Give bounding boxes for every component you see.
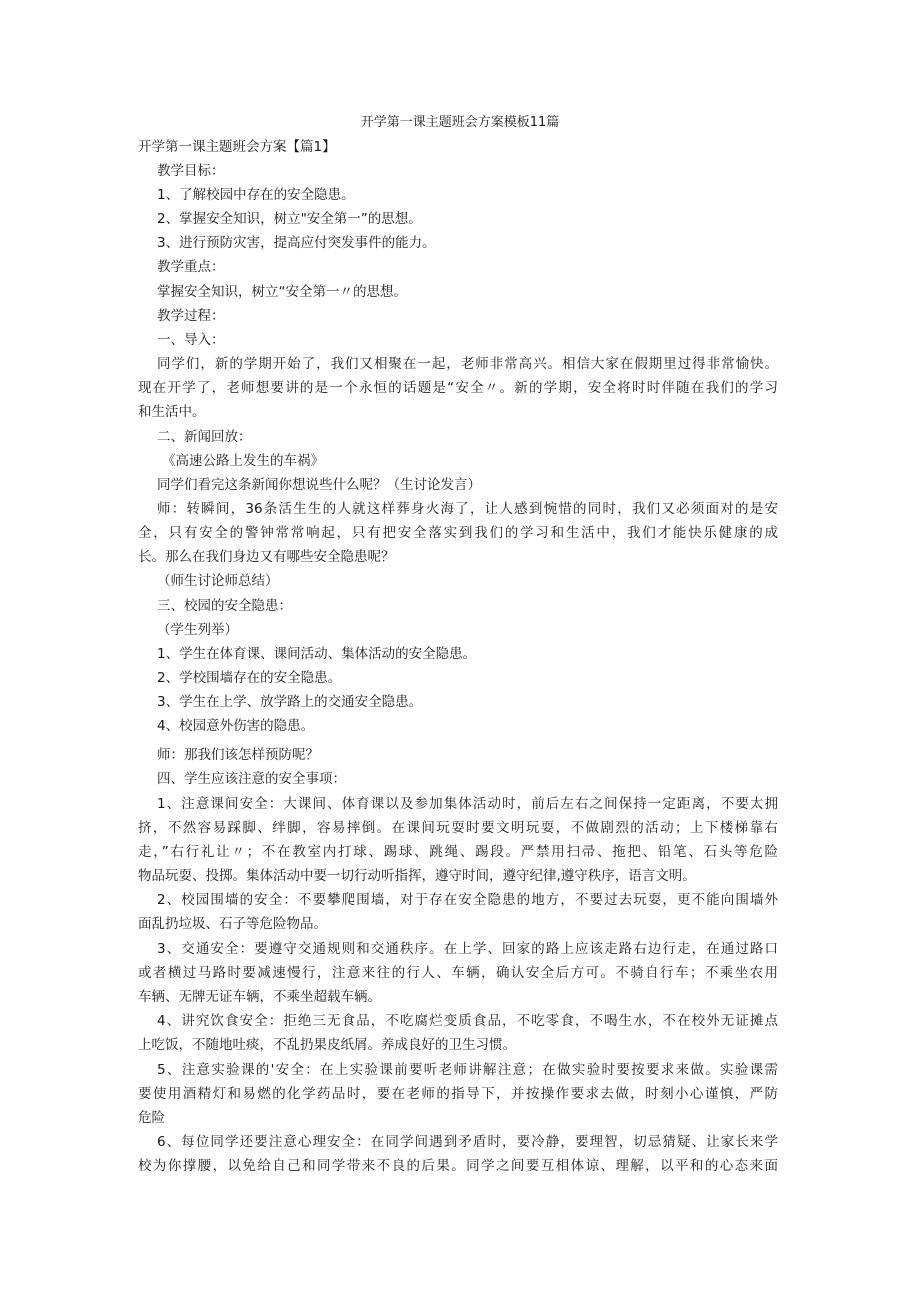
paragraph-line: 4、校园意外伤害的隐患。 [157,718,315,734]
paragraph-line: 1、了解校园中存在的安全隐患。 [157,187,355,203]
paragraph-line: 物品玩耍、投掷。集体活动中要一切行动听指挥，遵守时间，遵守纪律,遵守秩序，语言文明。 [138,868,696,884]
paragraph-line: 师：那我们该怎样预防呢？ [157,747,319,763]
paragraph-line: 走，”右行礼让〃；不在教室内打球、踢球、跳绳、踢段。严禁用扫帚、拖把、铅笔、石头等危险 [138,844,778,860]
paragraph-line: 4、讲究饮食安全：拒绝三无食品，不吃腐烂变质食品，不吃零食，不喝生水，不在校外无证摊点 [157,1013,778,1029]
paragraph-line: 和生活中。 [138,404,206,420]
paragraph-line: 上吃饭，不随地吐痰，不乱扔果皮纸屑。养成良好的卫生习惯。 [138,1037,516,1053]
paragraph-line: 2、校园围墙的安全：不要攀爬围墙，对于存在安全隐患的地方，不要过去玩耍，更不能向围墙外 [157,892,778,908]
paragraph-line: 《高速公路上发生的车祸》 [162,453,324,469]
paragraph-line: （师生讨论师总结） [157,573,279,589]
paragraph-line: 教学过程： [157,308,225,324]
paragraph-line: 2、学校围墙存在的安全隐患。 [157,670,342,686]
paragraph-line: 1、学生在体育课、课间活动、集体活动的安全隐患。 [157,646,477,662]
paragraph-line: 校为你撑腰，以免给自己和同学带来不良的后果。同学之间要互相体谅、理解，以平和的心态来面 [138,1158,778,1174]
paragraph-line: 长。那么在我们身边又有哪些安全隐患呢？ [138,549,395,565]
paragraph-line: 3、学生在上学、放学路上的交通安全隐患。 [157,694,423,710]
paragraph-line: 5、注意实验课的'安全：在上实验课前要听老师讲解注意；在做实验时要按要求来做。实验课需 [157,1062,778,1078]
paragraph-line: 现在开学了，老师想要讲的是一个永恒的话题是“安全〃。新的学期，安全将时时伴随在我们的学习 [138,380,778,396]
paragraph-line: 四、学生应该注意的安全事项： [157,771,346,787]
paragraph-line: 危险 [138,1110,165,1126]
paragraph-line: 3、交通安全：要遵守交通规则和交通秩序。在上学、回家的路上应该走路右边行走，在通过路口 [157,941,778,957]
paragraph-line: 二、新闻回放： [157,429,252,445]
paragraph-line: 3、进行预防灾害，提高应付突发事件的能力。 [157,235,436,251]
paragraph-line: 教学重点： [157,259,225,275]
paragraph-line: 教学目标： [157,163,225,179]
paragraph-line: 2、掌握安全知识，树立"安全第一”的思想。 [157,211,422,227]
paragraph-line: 面乱扔垃圾、石子等危险物品。 [138,916,327,932]
section-heading: 开学第一课主题班会方案【篇1】 [138,139,336,155]
paragraph-line: 一、导入： [157,332,225,348]
paragraph-line: 全，只有安全的警钟常常响起，只有把安全落实到我们的学习和生活中，我们才能快乐健康的成 [138,525,778,541]
paragraph-line: 要使用酒精灯和易燃的化学药品时，要在老师的指导下，并按操作要求去做，时刻小心谨慎，严防 [138,1086,778,1102]
paragraph-line: 1、注意课间安全：大课间、体育课以及参加集体活动时，前后左右之间保持一定距离，不要太拥 [157,796,778,812]
paragraph-line: 师：转瞬间，36条活生生的人就这样葬身火海了，让人感到惋惜的同时，我们又必须面对的是安 [157,501,778,517]
paragraph-line: 同学们，新的学期开始了，我们又相聚在一起，老师非常高兴。相信大家在假期里过得非常愉快。 [157,356,778,372]
paragraph-line: 掌握安全知识，树立“安全第一〃的思想。 [157,284,407,300]
paragraph-line: 或者横过马路时要减速慢行，注意来往的行人、车辆，确认安全后方可。不骑自行车；不乘坐农用 [138,965,778,981]
paragraph-line: 挤，不然容易踩脚、绊脚，容易摔倒。在课间玩耍时要文明玩耍，不做剧烈的活动；上下楼梯靠右 [138,820,778,836]
document-title: 开学第一课主题班会方案模板11篇 [360,115,560,130]
paragraph-line: 6、每位同学还要注意心理安全：在同学间遇到矛盾时，要冷静，要理智，切忌猜疑、让家长来学 [157,1134,778,1150]
paragraph-line: 三、校园的安全隐患： [157,598,292,614]
paragraph-line: 同学们看完这条新闻你想说些什么呢？（生讨论发言） [157,477,481,493]
paragraph-line: 车辆、无牌无证车辆，不乘坐超载车辆。 [138,989,381,1005]
paragraph-line: （学生列举） [157,622,238,638]
